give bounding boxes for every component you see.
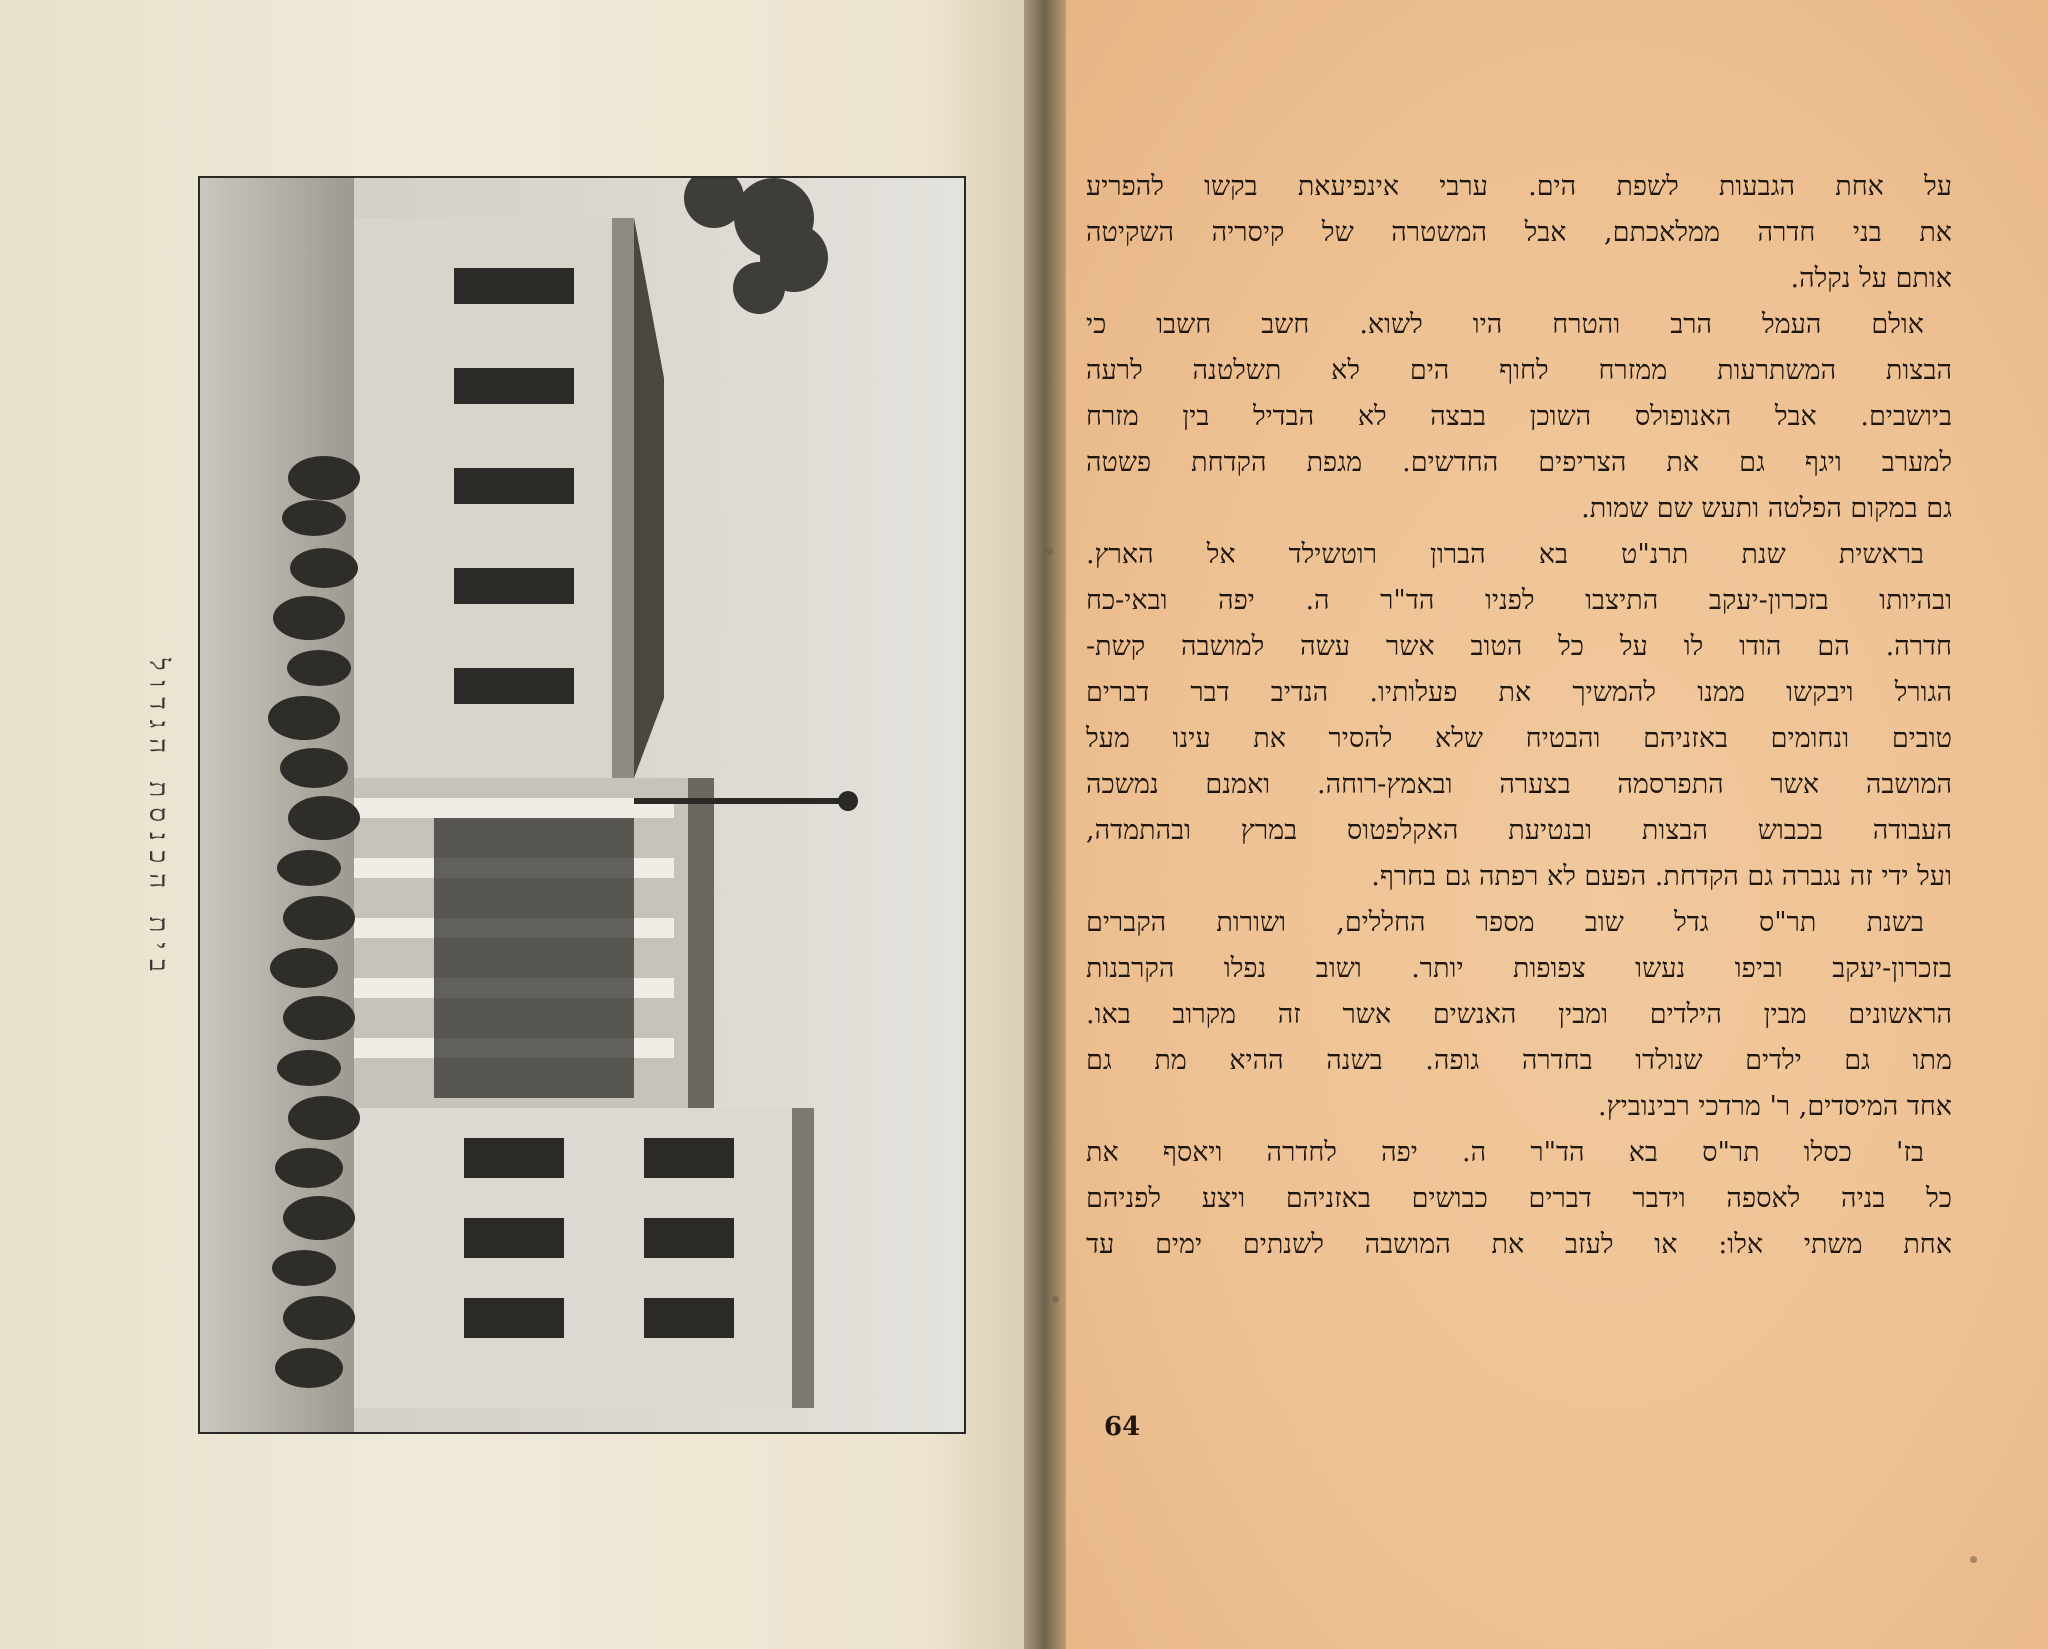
text-line: בשנת תר"ס גדל שוב מספר החללים, ושורות הקברים bbox=[1086, 907, 1924, 938]
paper-speck bbox=[1052, 1296, 1059, 1303]
photo-plate bbox=[198, 176, 966, 1434]
text-line: אחת משתי אלו: או לעזב את המושבה לשנתים ימים עד bbox=[1086, 1229, 1952, 1260]
paragraph bbox=[1086, 164, 1952, 302]
text-line: בז' כסלו תר"ס בא הד"ר ה. יפה לחדרה ויאסף את bbox=[1086, 1137, 1924, 1168]
text-line: בזכרון-יעקב וביפו נעשו צפופות יותר. ושוב נפלו הקרבנות bbox=[1086, 953, 1952, 984]
text-line: ובהיותו בזכרון-יעקב התיצבו לפניו הד"ר ה. יפה ובאי-כח bbox=[1086, 585, 1952, 616]
page-number: 64 bbox=[1104, 1412, 1141, 1442]
paragraph bbox=[1086, 1130, 1952, 1268]
right-page bbox=[1066, 0, 2048, 1649]
text-line: ביושבים. אבל האנופולס השוכן בבצה לא הבדיל בין מזרח bbox=[1086, 401, 1952, 432]
text-line: הראשונים מבין הילדים ומבין האנשים אשר זה מקרוב באו. bbox=[1086, 999, 1952, 1030]
text-line: למערב ויגף גם את הצריפים החדשים. מגפת הקדחת פשטה bbox=[1086, 447, 1952, 478]
text-line: הגורל ויבקשו ממנו להמשיך את פעלותיו. הנדיב דבר דברים bbox=[1086, 677, 1952, 708]
synagogue-photograph bbox=[200, 178, 964, 1432]
book-gutter bbox=[1024, 0, 1070, 1649]
paragraph bbox=[1086, 302, 1952, 532]
paper-speck bbox=[1970, 1556, 1977, 1563]
text-line: את בני חדרה ממלאכתם, אבל המשטרה של קיסריה השקיטה bbox=[1086, 217, 1952, 248]
text-line: המושבה אשר התפרסמה בצערה ובאמץ-רוחה. ואמנם נמשכה bbox=[1086, 769, 1952, 800]
paragraph bbox=[1086, 532, 1952, 900]
photo-caption-wrapper bbox=[128, 610, 188, 1030]
text-line: אולם העמל הרב והטרח היו לשוא. חשב חשבו כי bbox=[1086, 309, 1924, 340]
text-line: אותם על נקלה. bbox=[1790, 263, 1952, 294]
paragraph bbox=[1086, 900, 1952, 1130]
text-line: מתו גם ילדים שנולדו בחדרה גופה. בשנה ההיא מת גם bbox=[1086, 1045, 1952, 1076]
text-line: חדרה. הם הודו לו על כל הטוב אשר עשה למושבה קשת- bbox=[1086, 631, 1952, 662]
paper-speck bbox=[1046, 548, 1053, 555]
text-line: גם במקום הפלטה ותעש שם שמות. bbox=[1581, 493, 1952, 524]
body-text bbox=[1086, 164, 1952, 1268]
text-line: הבצות המשתרעות ממזרח לחוף הים לא תשלטנה לרעה bbox=[1086, 355, 1952, 386]
text-line: טובים ונחומים באזניהם והבטיח שלא להסיר את עינו מעל bbox=[1086, 723, 1952, 754]
text-line: העבודה בכבוש הבצות ובנטיעת האקלפטוס במרץ ובהתמדה, bbox=[1086, 815, 1952, 846]
text-line: על אחת הגבעות לשפת הים. ערבי אינפיעאת בקשו להפריע bbox=[1086, 171, 1952, 202]
photo-caption: בית הכנסת הגדול bbox=[143, 658, 173, 982]
text-line: ועל ידי זה נגברה גם הקדחת. הפעם לא רפתה גם בחרף. bbox=[1371, 861, 1952, 892]
text-line: בראשית שנת תרנ"ט בא הברון רוטשילד אל הארץ. bbox=[1086, 539, 1924, 570]
text-line: כל בניה לאספה וידבר דברים כבושים באזניהם ויצע לפניהם bbox=[1086, 1183, 1952, 1214]
text-line: אחד המיסדים, ר' מרדכי רבינוביץ. bbox=[1598, 1091, 1952, 1122]
